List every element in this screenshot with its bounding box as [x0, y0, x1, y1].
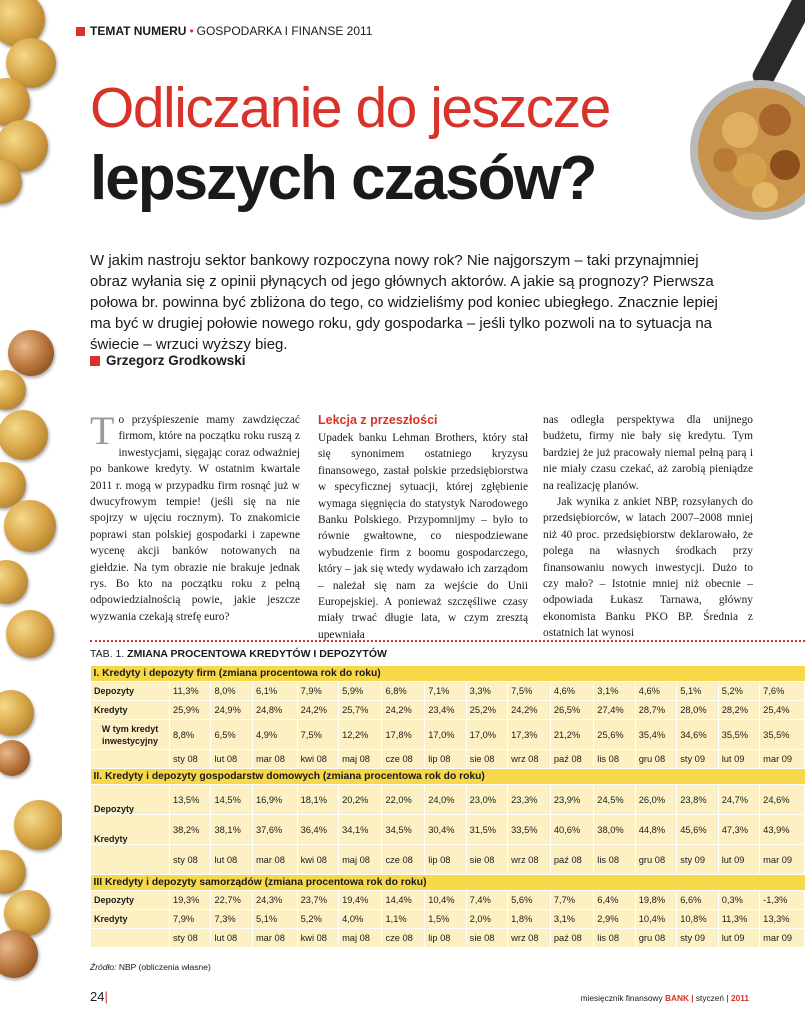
table-cell: 5,6%	[508, 891, 551, 910]
table-cell: 37,6%	[252, 815, 297, 845]
date-cell: lut 09	[718, 845, 759, 875]
date-cell: mar 08	[252, 750, 297, 769]
row-label: Depozyty	[91, 785, 170, 815]
table-date-row	[91, 750, 805, 769]
page-number	[90, 989, 108, 1004]
date-cell: sty 08	[170, 929, 211, 948]
header-marker-icon	[76, 27, 85, 36]
table-cell: 10,4%	[635, 910, 676, 929]
title-line-1: Odliczanie do jeszcze	[90, 76, 610, 140]
table-cell: 7,5%	[297, 720, 338, 750]
table-cell: 2,9%	[594, 910, 635, 929]
date-cell: maj 08	[339, 845, 382, 875]
empty-cell	[91, 845, 170, 875]
date-cell: lut 08	[211, 845, 252, 875]
date-cell: wrz 08	[508, 750, 551, 769]
table-cell: 28,7%	[635, 701, 676, 720]
date-cell: paź 08	[550, 845, 593, 875]
empty-cell	[91, 929, 170, 948]
table-cell: 43,9%	[760, 815, 805, 845]
author-name: Grzegorz Grodkowski	[106, 353, 246, 368]
lead-paragraph: W jakim nastroju sektor bankowy rozpoczyna nowy rok? Nie najgorszym – taki przynajmniej obraz wyłania się z opinii płynących od jego głównych aktorów. A jakie są prognozy? Pierwsza połowa br. powinna być zbliżona do tego, co widzieliśmy pod koniec ubiegłego. Znacznie lepiej ma być w drugiej połowie nowego roku, gdy gospodarka – jeśli tylko pozwoli na to sytuacja na świecie – wrzuci wyższy bieg.	[90, 252, 718, 353]
date-cell: lip 08	[425, 929, 466, 948]
date-cell: sie 08	[466, 929, 507, 948]
table-cell: 23,0%	[466, 785, 507, 815]
table-cell: 25,7%	[339, 701, 382, 720]
table-divider	[90, 640, 805, 642]
table-row	[91, 701, 805, 720]
table-cell: 7,1%	[425, 682, 466, 701]
page-number-pipe: |	[104, 989, 108, 1004]
author-byline	[90, 353, 246, 368]
table-row	[91, 891, 805, 910]
table-cell: 38,1%	[211, 815, 252, 845]
table-cell: 34,6%	[677, 720, 718, 750]
table-cell: 3,1%	[550, 910, 593, 929]
table-cell: 27,4%	[594, 701, 635, 720]
table-cell: 5,2%	[297, 910, 338, 929]
table-cell: 13,5%	[170, 785, 211, 815]
date-cell: wrz 08	[508, 929, 551, 948]
magnifier-with-coins-image	[680, 0, 805, 240]
date-cell: mar 09	[760, 845, 805, 875]
table-cell: 35,4%	[635, 720, 676, 750]
table-cell: 7,9%	[297, 682, 338, 701]
table-cell: 47,3%	[718, 815, 759, 845]
table-cell: 1,8%	[508, 910, 551, 929]
table-cell: 22,7%	[211, 891, 252, 910]
column-2-text: Upadek banku Lehman Brothers, który stał się synonimem ostatniego kryzysu finansowego, zastał polskie przedsiębiorstwa w specyficznej sytuacji, której zgłębienie wymaga sięgnięcia do statystyk Narodowego Banku Polskiego. Przypomnijmy – było to równie gwałtowne, co niespodziewane wybudzenie firm z boomu gospodarczego, który – jak się wtedy wydawało ich zarządom – należał się nam za wejście do Unii Europejskiej. A ponieważ szczęśliwe czasy miały trwać długie lata, w czym zresztą upewniała	[318, 432, 528, 641]
empty-cell	[91, 750, 170, 769]
date-cell: mar 09	[760, 750, 805, 769]
footer-magazine: miesięcznik finansowy	[580, 993, 663, 1003]
separator-dot: •	[189, 24, 194, 38]
date-cell: kwi 08	[297, 845, 338, 875]
table-cell: 4,0%	[339, 910, 382, 929]
section-title: III Kredyty i depozyty samorządów (zmiana procentowa rok do roku)	[91, 875, 805, 891]
table-cell: 24,2%	[382, 701, 425, 720]
date-cell: lut 08	[211, 750, 252, 769]
date-cell: lut 09	[718, 750, 759, 769]
table-date-row	[91, 845, 805, 875]
table-cell: 1,5%	[425, 910, 466, 929]
table-cell: 40,6%	[550, 815, 593, 845]
coins-image-strip	[0, 0, 62, 1024]
table-row	[91, 785, 805, 815]
table-cell: 18,1%	[297, 785, 338, 815]
table-cell: 20,2%	[339, 785, 382, 815]
date-cell: cze 08	[382, 845, 425, 875]
table-cell: 24,0%	[425, 785, 466, 815]
source-label: Źródło:	[90, 962, 117, 972]
table-cell: 38,2%	[170, 815, 211, 845]
table-cell: 2,0%	[466, 910, 507, 929]
date-cell: lis 08	[594, 750, 635, 769]
footer-pipe-2: |	[726, 993, 729, 1003]
table-cell: 3,1%	[594, 682, 635, 701]
article-column-3	[543, 412, 753, 642]
date-cell: kwi 08	[297, 929, 338, 948]
footer-year: 2011	[731, 993, 749, 1003]
table-cell: 17,0%	[425, 720, 466, 750]
table-cell: 4,6%	[550, 682, 593, 701]
table-cell: -1,3%	[760, 891, 805, 910]
table-cell: 23,4%	[425, 701, 466, 720]
table-section-header	[91, 666, 805, 682]
table-cell: 6,4%	[594, 891, 635, 910]
row-label: Depozyty	[91, 891, 170, 910]
table-cell: 30,4%	[425, 815, 466, 845]
table-cell: 22,0%	[382, 785, 425, 815]
row-label: Kredyty	[91, 815, 170, 845]
subsection-name: GOSPODARKA I FINANSE 2011	[196, 24, 373, 38]
table-cell: 24,3%	[252, 891, 297, 910]
date-cell: kwi 08	[297, 750, 338, 769]
table-cell: 24,8%	[252, 701, 297, 720]
date-cell: lip 08	[425, 845, 466, 875]
table-cell: 33,5%	[508, 815, 551, 845]
credit-deposit-table	[90, 665, 805, 948]
date-cell: lis 08	[594, 845, 635, 875]
date-cell: lut 08	[211, 929, 252, 948]
table-cell: 24,7%	[718, 785, 759, 815]
date-cell: gru 08	[635, 929, 676, 948]
table-cell: 7,3%	[211, 910, 252, 929]
table-cell: 28,0%	[677, 701, 718, 720]
date-cell: lip 08	[425, 750, 466, 769]
table-cell: 6,5%	[211, 720, 252, 750]
column-3-paragraph-1: nas odległa perspektywa dla unijnego budżetu, firmy nie bały się kredytu. Tym bardziej że już pracowały niemal pełną parą i nie miały czasu czekać, aż zarobią pieniądze na realizację planów.	[543, 414, 753, 492]
column-1-text: o przyśpieszenie mamy zawdzięczać firmom, które na początku roku ruszą z inwestycjami, sięgając coraz odważniej po bankowe kredyty. W ostatnim kwartale 2011 r. mogą w przypadku firm rosnąć już w dwucyfrowym tempie! (jeśli się na nie spojrzy w ujęciu rocznym). To znakomicie poprawi stan polskiej gospodarki i zapewne wycenę akcji banków notowanych na giełdzie. Na tym obrazie nie brakuje jednak rys. Bo kto na początku roku z pełną odpowiedzialnością powie, jakie jeszcze wyzwania czekają strefę euro?	[90, 414, 300, 623]
table-cell: 26,5%	[550, 701, 593, 720]
footer-pipe-1: |	[691, 993, 694, 1003]
date-cell: sty 08	[170, 750, 211, 769]
table-cell: 38,0%	[594, 815, 635, 845]
table-cell: 31,5%	[466, 815, 507, 845]
table-row	[91, 682, 805, 701]
table-cell: 10,8%	[677, 910, 718, 929]
table-cell: 7,4%	[466, 891, 507, 910]
title-line-2: lepszych czasów?	[90, 144, 596, 213]
table-cell: 35,5%	[760, 720, 805, 750]
date-cell: wrz 08	[508, 845, 551, 875]
page-number-value: 24	[90, 989, 105, 1004]
table-cell: 17,0%	[466, 720, 507, 750]
table-cell: 12,2%	[339, 720, 382, 750]
date-cell: gru 08	[635, 845, 676, 875]
table-cell: 24,2%	[508, 701, 551, 720]
section-header	[90, 24, 372, 38]
table-cell: 19,4%	[339, 891, 382, 910]
table-cell: 0,3%	[718, 891, 759, 910]
table-cell: 24,6%	[760, 785, 805, 815]
date-cell: sty 09	[677, 845, 718, 875]
table-cell: 11,3%	[718, 910, 759, 929]
table-cell: 23,9%	[550, 785, 593, 815]
date-cell: paź 08	[550, 929, 593, 948]
table-cell: 6,1%	[252, 682, 297, 701]
table-cell: 25,2%	[466, 701, 507, 720]
table-section-header	[91, 875, 805, 891]
table-row	[91, 815, 805, 845]
table-row	[91, 910, 805, 929]
table-cell: 5,1%	[677, 682, 718, 701]
table-cell: 10,4%	[425, 891, 466, 910]
table-cell: 34,5%	[382, 815, 425, 845]
row-label: Depozyty	[91, 682, 170, 701]
table-cell: 5,9%	[339, 682, 382, 701]
table-cell: 44,8%	[635, 815, 676, 845]
table-cell: 7,7%	[550, 891, 593, 910]
date-cell: mar 09	[760, 929, 805, 948]
date-cell: sie 08	[466, 750, 507, 769]
table-cell: 17,3%	[508, 720, 551, 750]
row-label: Kredyty	[91, 910, 170, 929]
table-cell: 4,6%	[635, 682, 676, 701]
date-cell: paź 08	[550, 750, 593, 769]
table-cell: 25,6%	[594, 720, 635, 750]
table-cell: 6,8%	[382, 682, 425, 701]
table-caption	[90, 648, 387, 660]
date-cell: mar 08	[252, 845, 297, 875]
table-cell: 19,8%	[635, 891, 676, 910]
table-date-row	[91, 929, 805, 948]
section-title: II. Kredyty i depozyty gospodarstw domowych (zmiana procentowa rok do roku)	[91, 769, 805, 785]
table-cell: 7,5%	[508, 682, 551, 701]
section-name: TEMAT NUMERU	[90, 24, 187, 38]
footer-brand: BANK	[664, 993, 689, 1003]
row-label: W tym kredyt inwestycyjny	[91, 720, 170, 750]
table-cell: 24,5%	[594, 785, 635, 815]
table-cell: 23,8%	[677, 785, 718, 815]
date-cell: lis 08	[594, 929, 635, 948]
table-title: ZMIANA PROCENTOWA KREDYTÓW I DEPOZYTÓW	[127, 648, 387, 660]
table-source	[90, 962, 211, 972]
table-cell: 23,3%	[508, 785, 551, 815]
table-cell: 24,9%	[211, 701, 252, 720]
article-column-1	[90, 408, 300, 625]
table-cell: 4,9%	[252, 720, 297, 750]
row-label: Kredyty	[91, 701, 170, 720]
table-row	[91, 720, 805, 750]
date-cell: cze 08	[382, 750, 425, 769]
table-cell: 34,1%	[339, 815, 382, 845]
table-cell: 23,7%	[297, 891, 338, 910]
data-table	[90, 665, 805, 948]
table-cell: 24,2%	[297, 701, 338, 720]
table-cell: 25,9%	[170, 701, 211, 720]
table-cell: 8,8%	[170, 720, 211, 750]
date-cell: mar 08	[252, 929, 297, 948]
table-section-header	[91, 769, 805, 785]
date-cell: maj 08	[339, 929, 382, 948]
table-cell: 26,0%	[635, 785, 676, 815]
table-cell: 11,3%	[170, 682, 211, 701]
table-cell: 1,1%	[382, 910, 425, 929]
table-cell: 5,1%	[252, 910, 297, 929]
table-cell: 19,3%	[170, 891, 211, 910]
table-cell: 3,3%	[466, 682, 507, 701]
page-footer	[581, 993, 749, 1003]
date-cell: cze 08	[382, 929, 425, 948]
table-cell: 21,2%	[550, 720, 593, 750]
column-3-paragraph-2: Jak wynika z ankiet NBP, rozsyłanych do przedsiębiorców, w latach 2007–2008 mniej niż 40 proc. przedsiębiorstw deklarowało, że polega na własnych środkach przy finansowaniu nowych inwestycji. Dużo to czy mało? – Istotnie mniej niż obecnie – odpowiada Łukasz Tarnawa, główny ekonomista Banku PKO BP. Średnia z ostatnich lat wynosi	[543, 496, 753, 640]
table-prefix: TAB. 1.	[90, 648, 125, 660]
drop-cap: T	[90, 408, 115, 453]
table-cell: 25,4%	[760, 701, 805, 720]
table-cell: 36,4%	[297, 815, 338, 845]
table-cell: 6,6%	[677, 891, 718, 910]
date-cell: sty 08	[170, 845, 211, 875]
date-cell: lut 09	[718, 929, 759, 948]
table-cell: 45,6%	[677, 815, 718, 845]
author-marker-icon	[90, 356, 100, 366]
table-cell: 7,9%	[170, 910, 211, 929]
footer-month: styczeń	[695, 993, 725, 1003]
date-cell: maj 08	[339, 750, 382, 769]
table-cell: 7,6%	[760, 682, 805, 701]
table-cell: 8,0%	[211, 682, 252, 701]
date-cell: gru 08	[635, 750, 676, 769]
date-cell: sty 09	[677, 929, 718, 948]
table-cell: 35,5%	[718, 720, 759, 750]
table-cell: 14,4%	[382, 891, 425, 910]
subheading: Lekcja z przeszłości	[318, 413, 438, 427]
date-cell: sty 09	[677, 750, 718, 769]
table-cell: 16,9%	[252, 785, 297, 815]
table-cell: 5,2%	[718, 682, 759, 701]
table-cell: 13,3%	[760, 910, 805, 929]
section-title: I. Kredyty i depozyty firm (zmiana procentowa rok do roku)	[91, 666, 805, 682]
date-cell: sie 08	[466, 845, 507, 875]
table-cell: 17,8%	[382, 720, 425, 750]
table-cell: 28,2%	[718, 701, 759, 720]
article-column-2	[318, 412, 528, 643]
table-cell: 14,5%	[211, 785, 252, 815]
source-text: NBP (obliczenia własne)	[118, 962, 211, 972]
